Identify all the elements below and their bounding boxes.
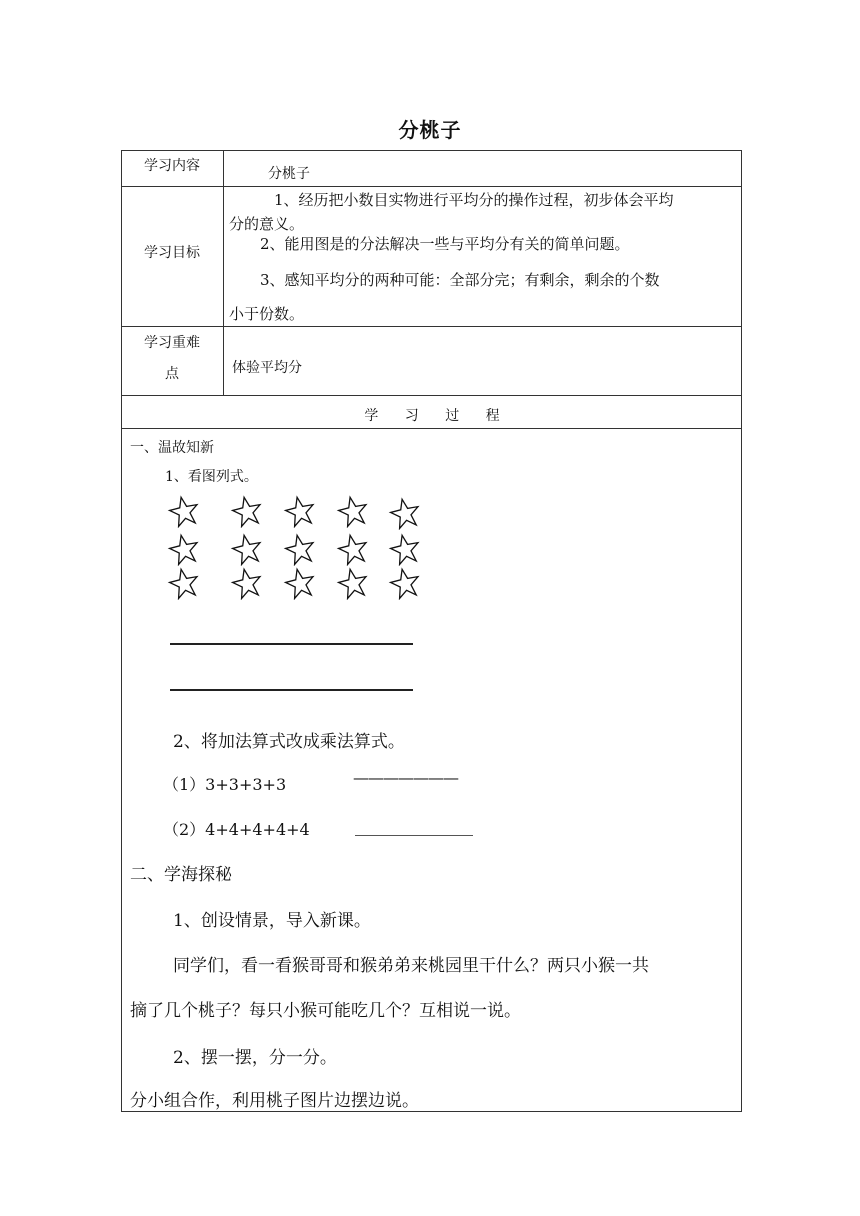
content-value: 分桃子 [268, 166, 310, 182]
paragraph-1-line-1: 同学们，看一看猴哥哥和猴弟弟来桃园里干什么？两只小猴一共 [173, 956, 649, 976]
q2-item-1-expr: （1）3+3+3+3 [163, 775, 287, 794]
q2-item-1-blank[interactable]: ——————— [353, 768, 458, 787]
table-border-top [121, 150, 742, 151]
table-rule-4 [121, 428, 742, 429]
star-icon [283, 532, 317, 566]
difficulty-value: 体验平均分 [232, 360, 302, 376]
star-icon [167, 494, 201, 528]
star-icon [388, 566, 422, 600]
star-icon [388, 496, 422, 530]
table-rule-1 [121, 186, 742, 187]
goal-line-3: 2、能用图是的分法解决一些与平均分有关的简单问题。 [260, 235, 630, 253]
star-icon [230, 494, 264, 528]
answer-blank-2[interactable] [170, 689, 413, 691]
q2-item-2-expr: （2）4+4+4+4+4 [163, 820, 310, 839]
table-border-left [121, 150, 122, 1112]
table-rule-3 [121, 395, 742, 396]
table-border-bottom [121, 1111, 742, 1112]
process-header: 学 习 过 程 [364, 408, 500, 424]
star-icon [283, 566, 317, 600]
question-2: 2、将加法算式改成乘法算式。 [173, 732, 405, 752]
goal-line-4: 3、感知平均分的两种可能：全部分完；有剩余，剩余的个数 [260, 271, 660, 289]
goal-line-5: 小于份数。 [229, 305, 305, 323]
star-icon [283, 494, 317, 528]
table-col-divider [223, 150, 224, 396]
goal-line-1: 1、经历把小数目实物进行平均分的操作过程，初步体会平均 [274, 191, 674, 209]
star-icon [336, 566, 370, 600]
star-icon [388, 532, 422, 566]
table-border-right [741, 150, 742, 1112]
star-icon [167, 566, 201, 600]
star-icon [167, 532, 201, 566]
star-icon [230, 566, 264, 600]
section-review-heading: 一、温故知新 [130, 440, 214, 456]
content-label: 学习内容 [144, 158, 200, 174]
paragraph-1-line-2: 摘了几个桃子？每只小猴可能吃几个？互相说一说。 [130, 1001, 521, 1021]
answer-blank-1[interactable] [170, 643, 413, 645]
table-rule-2 [121, 326, 742, 327]
page-title: 分桃子 [398, 118, 462, 142]
paragraph-2: 分小组合作，利用桃子图片边摆边说。 [130, 1091, 419, 1111]
step-1: 1、创设情景，导入新课。 [173, 911, 371, 931]
star-icon [230, 532, 264, 566]
difficulty-label-line-2: 点 [165, 366, 179, 382]
goals-label: 学习目标 [144, 245, 200, 261]
star-icon [336, 532, 370, 566]
question-1: 1、看图列式。 [165, 469, 258, 485]
step-2: 2、摆一摆，分一分。 [173, 1048, 337, 1068]
star-icon [336, 494, 370, 528]
goal-line-2: 分的意义。 [229, 215, 305, 233]
difficulty-label-line-1: 学习重难 [144, 335, 200, 351]
section-explore-heading: 二、学海探秘 [130, 865, 232, 885]
q2-item-2-blank[interactable] [355, 835, 473, 836]
